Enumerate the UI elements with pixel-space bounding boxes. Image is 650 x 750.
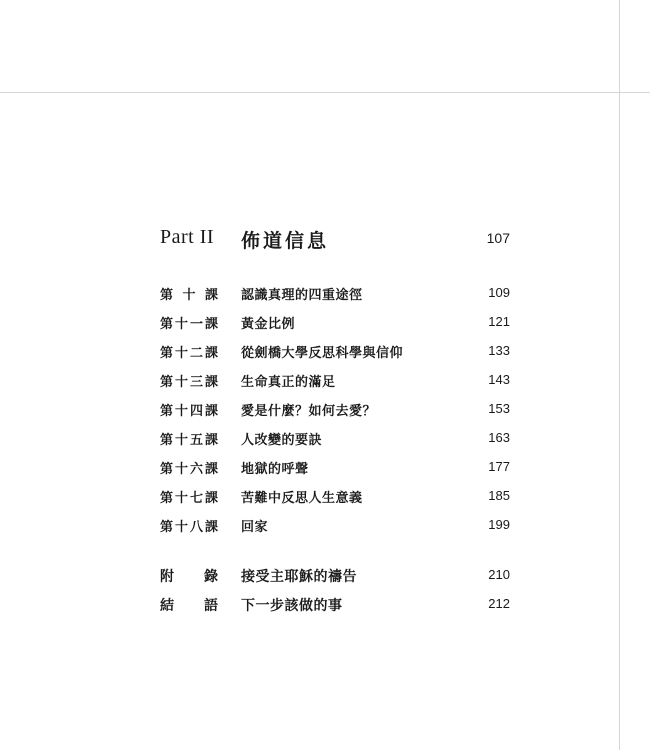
lesson-label-char: 七 (189, 491, 203, 506)
lesson-label-char: 第 (160, 288, 174, 303)
toc-row (160, 487, 510, 516)
appendix-label-char: 語 (204, 598, 218, 614)
lesson-label (160, 284, 218, 303)
lesson-title: 苦難中反思人生意義 (241, 491, 363, 506)
lesson-title: 生命真正的滿足 (241, 375, 336, 390)
lesson-label-char: 第 (160, 520, 174, 535)
lesson-label-char: 十 (174, 404, 188, 419)
lesson-label (160, 487, 218, 506)
lesson-label-char: 十 (174, 491, 188, 506)
part-heading (160, 226, 510, 256)
toc-row (160, 342, 510, 371)
lesson-page-number: 177 (488, 459, 510, 474)
appendix-label-char: 附 (160, 569, 174, 585)
lesson-label-char: 課 (204, 520, 218, 535)
lesson-page-number: 185 (488, 488, 510, 503)
toc-row (160, 516, 510, 545)
appendix-title: 下一步該做的事 (241, 598, 343, 614)
lesson-label (160, 516, 218, 535)
lesson-title: 從劍橋大學反思科學與信仰 (241, 346, 404, 361)
lesson-label-char: 八 (189, 520, 203, 535)
lesson-label-char: 六 (189, 462, 203, 477)
lesson-label (160, 313, 218, 332)
toc-row (160, 313, 510, 342)
lesson-page-number: 153 (488, 401, 510, 416)
lesson-label-char: 第 (160, 346, 174, 361)
lesson-label-char: 課 (204, 288, 218, 303)
lesson-label (160, 400, 218, 419)
part-title: 佈道信息 (241, 230, 330, 252)
lesson-page-number: 109 (488, 285, 510, 300)
lesson-label-char: 十 (174, 462, 188, 477)
lesson-label-char: 課 (204, 346, 218, 361)
toc-row (160, 284, 510, 313)
lesson-label-char: 十 (174, 375, 188, 390)
lesson-title: 認識真理的四重途徑 (241, 288, 363, 303)
lesson-label-char: 十 (174, 317, 188, 332)
lesson-label-char: 課 (204, 375, 218, 390)
lesson-label-char: 一 (189, 317, 203, 332)
header-rule (0, 92, 650, 93)
lesson-label-char: 四 (189, 404, 203, 419)
toc-row (160, 458, 510, 487)
lesson-label-char: 十 (174, 433, 188, 448)
lesson-label-char: 二 (189, 346, 203, 361)
lesson-label (160, 371, 218, 390)
toc-row (160, 371, 510, 400)
lesson-list (160, 284, 510, 545)
appendix-row (160, 566, 510, 595)
lesson-page-number: 143 (488, 372, 510, 387)
lesson-label (160, 429, 218, 448)
lesson-page-number: 163 (488, 430, 510, 445)
toc-row (160, 429, 510, 458)
lesson-label-char: 五 (189, 433, 203, 448)
lesson-title: 人改變的要訣 (241, 433, 323, 448)
lesson-label-char: 第 (160, 317, 174, 332)
appendix-row (160, 595, 510, 624)
lesson-label-char: 課 (204, 462, 218, 477)
lesson-label-char: 十 (174, 520, 188, 535)
appendix-label-char: 錄 (204, 569, 218, 585)
lesson-label-char: 三 (189, 375, 203, 390)
lesson-label-char: 課 (204, 433, 218, 448)
lesson-title: 愛是什麼？如何去愛？ (241, 404, 377, 419)
lesson-label-char: 十 (182, 288, 196, 303)
lesson-title: 回家 (241, 520, 269, 535)
lesson-label-char: 課 (204, 491, 218, 506)
lesson-label-char: 第 (160, 375, 174, 390)
toc-row (160, 400, 510, 429)
appendix-page-number: 210 (488, 567, 510, 582)
part-label: Part II (160, 226, 215, 248)
lesson-label-char: 課 (204, 317, 218, 332)
lesson-label-char: 第 (160, 491, 174, 506)
part-page-number: 107 (486, 230, 510, 246)
lesson-label-char: 第 (160, 462, 174, 477)
lesson-label (160, 342, 218, 361)
appendix-label (160, 566, 218, 586)
lesson-label-char: 課 (204, 404, 218, 419)
appendix-page-number: 212 (488, 596, 510, 611)
appendix-label-char: 結 (160, 598, 174, 614)
appendix-list (160, 566, 510, 624)
lesson-page-number: 199 (488, 517, 510, 532)
lesson-title: 地獄的呼聲 (241, 462, 309, 477)
lesson-title: 黃金比例 (241, 317, 296, 332)
lesson-label-char: 第 (160, 433, 174, 448)
lesson-label (160, 458, 218, 477)
lesson-label-char: 第 (160, 404, 174, 419)
lesson-page-number: 121 (488, 314, 510, 329)
lesson-label-char: 十 (174, 346, 188, 361)
lesson-page-number: 133 (488, 343, 510, 358)
appendix-title: 接受主耶穌的禱告 (241, 569, 357, 585)
appendix-label (160, 595, 218, 615)
